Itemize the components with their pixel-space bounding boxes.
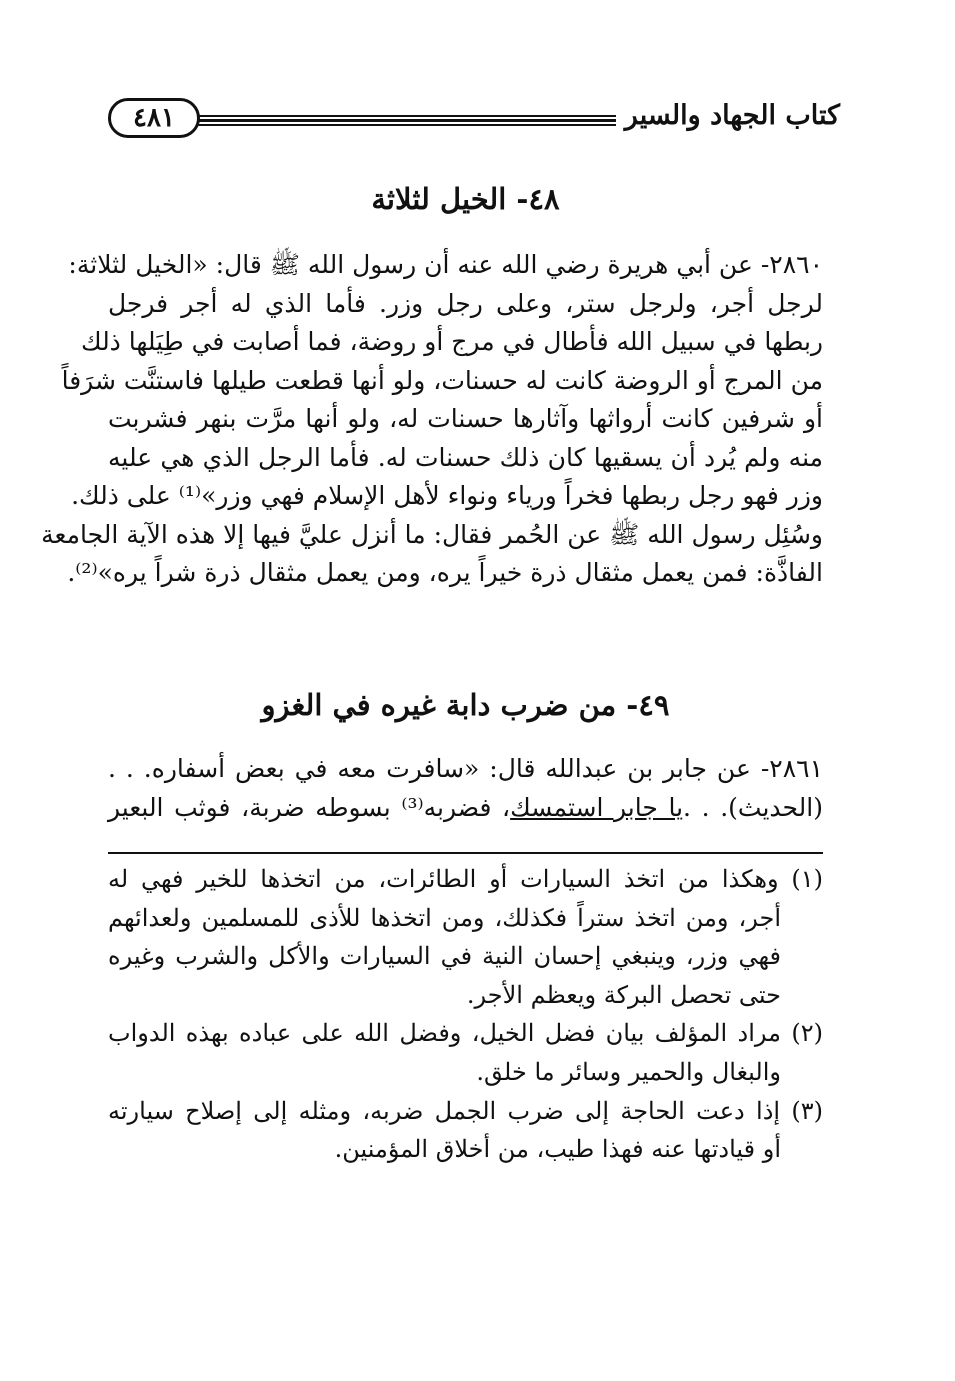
- footnote-line: (١) وهكذا من اتخذ السيارات أو الطائرات، من اتخذها للخير فهي له: [108, 865, 823, 893]
- page-header: [108, 98, 840, 144]
- footnotes: [108, 852, 823, 1169]
- footnote-line: (٣) إذا دعت الحاجة إلى ضرب الجمل ضربه، ومثله إلى إصلاح سيارته: [108, 1096, 823, 1125]
- section-48-heading: ٤٨- الخيل لثلاثة: [371, 182, 560, 216]
- text-line: الفاذَّة: فمن يعمل مثقال ذرة خيراً يره، ومن يعمل مثقال ذرة شراً يره»⁽²⁾.: [67, 558, 823, 587]
- text-line: ربطها في سبيل الله فأطال في مرج أو روضة، فما أصابت في طِيَلها ذلك: [81, 327, 823, 356]
- text-line: ٢٨٦٠- عن أبي هريرة رضي الله عنه أن رسول الله ﷺ قال: «الخيل لثلاثة:: [68, 250, 823, 279]
- running-title: كتاب الجهاد والسير: [624, 100, 840, 131]
- text-line: لرجل أجر، ولرجل ستر، وعلى رجل وزر. فأما الذي له أجر فرجل: [108, 288, 823, 318]
- text-fragment: ، فضربه⁽³⁾ بسوطه ضربة، فوثب البعير: [108, 792, 511, 822]
- footnote-line: حتى تحصل البركة ويعظم الأجر.: [466, 980, 781, 1009]
- footnote-3: [108, 1092, 823, 1169]
- text-fragment: (الحديث). . .: [683, 792, 823, 822]
- footnote-line: أجر، ومن اتخذ ستراً فكذلك، ومن اتخذها للأذى للمسلمين ولعدائهم: [108, 903, 781, 932]
- underlined-phrase: يا جابر استمسك: [510, 792, 684, 822]
- section-48-text: [41, 246, 823, 593]
- footnote-1: [108, 860, 823, 1014]
- header-rule: [198, 115, 616, 126]
- text-line: ٢٨٦١- عن جابر بن عبدالله قال: «سافرت معه في بعض أسفاره. . .: [108, 754, 823, 783]
- section-49-heading: ٤٩- من ضرب دابة غيره في الغزو: [261, 688, 670, 722]
- text-line: منه ولم يُرد أن يسقيها كان ذلك حسنات له. فأما الرجل الذي هي عليه: [108, 442, 823, 472]
- text-line: أو شرفين كانت أرواثها وآثارها حسنات له، ولو أنها مرَّت بنهر فشربت: [108, 404, 823, 433]
- footnote-line: (٢) مراد المؤلف بيان فضل الخيل، وفضل الله على عباده بهذه الدواب: [108, 1019, 823, 1048]
- text-line: من المرج أو الروضة كانت له حسنات، ولو أنها قطعت طيلها فاستنَّت شرَفاً: [61, 365, 823, 395]
- text-line: وزر فهو رجل ربطها فخراً ورياء ونواء لأهل الإسلام فهي وزر»⁽¹⁾ على ذلك.: [71, 481, 823, 510]
- footnote-2: [108, 1014, 823, 1091]
- footnote-line: والبغال والحمير وسائر ما خلق.: [476, 1057, 781, 1086]
- footnote-line: فهي وزر، وينبغي إحسان النية في السيارات والأكل والشرب وغيره: [108, 942, 781, 971]
- text-line: [108, 789, 823, 828]
- text-line: وسُئِل رسول الله ﷺ عن الحُمر فقال: ما أنزل عليَّ فيها إلا هذه الآية الجامعة: [41, 519, 823, 549]
- page-number: ٤٨١: [108, 98, 200, 138]
- footnote-line: أو قيادتها عنه فهذا طيب، من أخلاق المؤمنين.: [334, 1135, 781, 1164]
- section-49-text: [108, 750, 823, 827]
